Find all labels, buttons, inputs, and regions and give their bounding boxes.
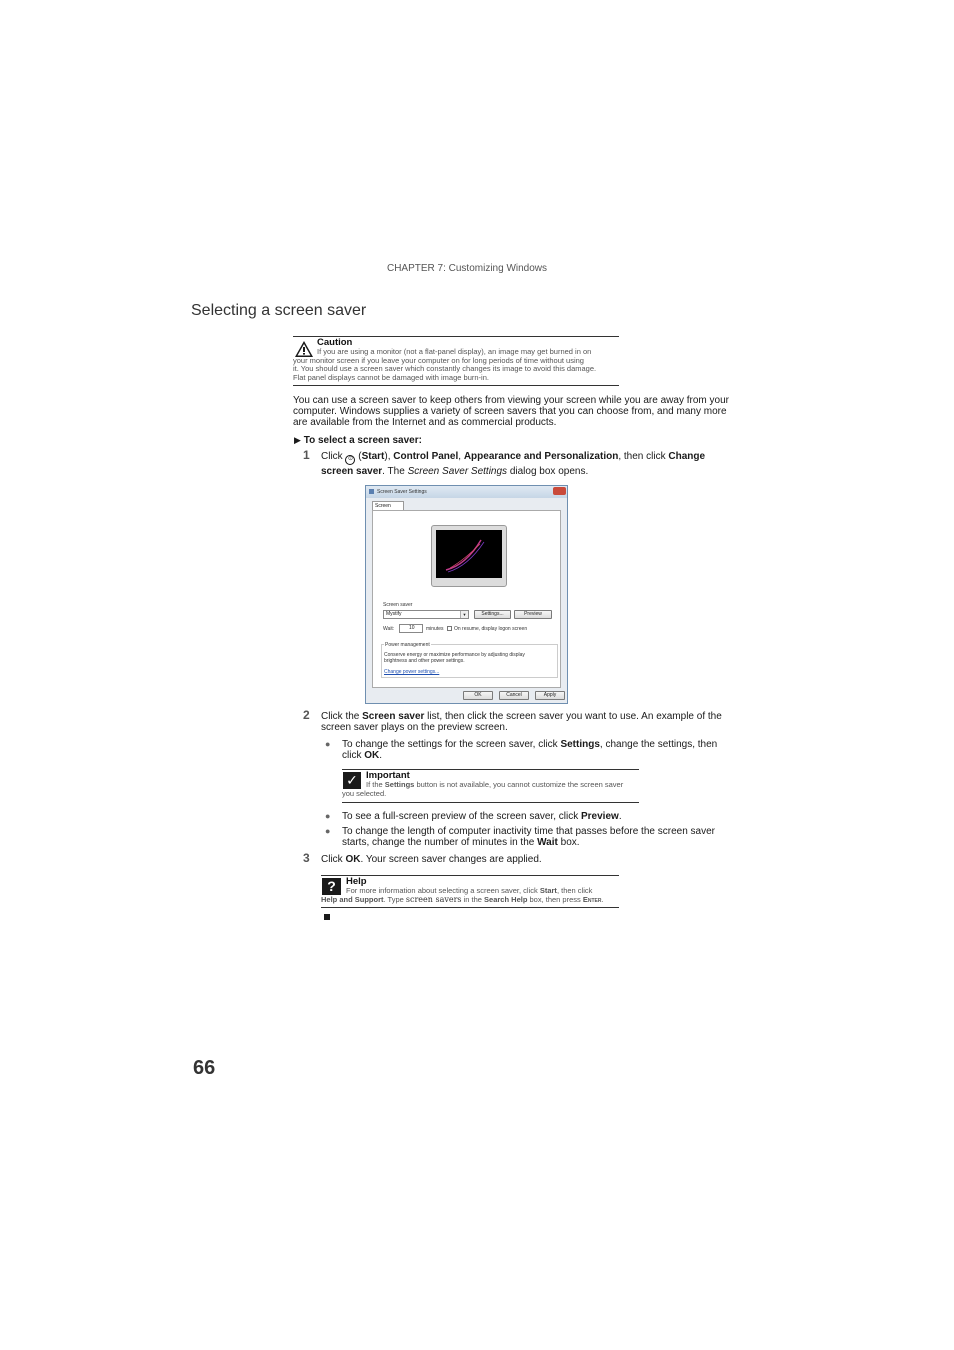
bullet-2-text xyxy=(342,811,622,822)
bullet-icon: ● xyxy=(325,739,331,749)
screen-saver-label: screen saver xyxy=(321,466,383,477)
end-of-section-marker xyxy=(324,914,330,920)
note-text: in the xyxy=(461,895,485,904)
enter-key-label: Enter xyxy=(582,895,602,904)
monitor-preview xyxy=(431,525,507,587)
important-title: Important xyxy=(366,770,410,781)
bullet-text: , change the settings, then xyxy=(599,739,718,750)
bullet-text: click xyxy=(342,750,365,761)
step-text: ( xyxy=(355,451,362,462)
screen-saver-select[interactable] xyxy=(383,610,469,619)
important-text-line: you selected. xyxy=(342,789,387,798)
checkmark-icon: ✓ xyxy=(343,772,361,789)
power-title: Power management xyxy=(385,642,430,648)
step-2-text xyxy=(321,711,741,733)
note-text: If the xyxy=(366,780,385,789)
step-1-text xyxy=(321,451,741,477)
step-text: Click the xyxy=(321,711,363,722)
dialog-name: Screen Saver Settings xyxy=(407,466,508,477)
step-text: , xyxy=(458,451,464,462)
intro-line: You can use a screen saver to keep others from viewing your screen while you are away from your xyxy=(293,395,729,406)
step-text: Click xyxy=(321,854,346,865)
keyword-text: screen savers xyxy=(405,895,462,904)
step-3-text xyxy=(321,854,542,865)
step-text: , then click xyxy=(618,451,669,462)
note-text: button is not available, you cannot customize the screen saver xyxy=(414,780,624,789)
start-label: Start xyxy=(539,886,557,895)
intro-line: are available from the Internet and as commercial products. xyxy=(293,417,557,428)
triangle-right-icon: ▶ xyxy=(294,435,301,445)
important-box xyxy=(342,769,639,803)
close-button[interactable] xyxy=(553,487,566,495)
power-text: Conserve energy or maximize performance by adjusting display xyxy=(384,652,525,658)
step-number: 3 xyxy=(303,851,310,865)
step-number: 2 xyxy=(303,708,310,722)
step-text: dialog box opens. xyxy=(507,466,589,477)
resume-checkbox[interactable] xyxy=(447,626,452,631)
procedure-title: To select a screen saver: xyxy=(303,435,422,446)
caution-title: Caution xyxy=(317,337,353,348)
control-panel-label: Control Panel xyxy=(393,451,459,462)
caution-box xyxy=(293,336,619,386)
ok-label: OK xyxy=(345,854,361,865)
ok-label: OK xyxy=(364,750,380,761)
note-text: . Type xyxy=(383,895,406,904)
bullet-1-text xyxy=(342,739,742,761)
power-management-group xyxy=(381,644,558,678)
caution-text-line: Flat panel displays cannot be damaged with image burn-in. xyxy=(293,372,489,382)
resume-label: On resume, display logon screen xyxy=(454,626,528,632)
note-text: For more information about selecting a screen saver, click xyxy=(346,886,540,895)
important-text xyxy=(366,781,623,790)
bullet-text: box. xyxy=(557,837,580,848)
bullet-text: starts, change the number of minutes in the xyxy=(342,837,538,848)
tab-screen-saver[interactable]: Screen xyxy=(372,501,404,510)
bullet-text: To change the settings for the screen saver, click xyxy=(342,739,561,750)
ok-button[interactable]: OK xyxy=(463,691,493,700)
step-text: list, then click the screen saver you want to use. An example of the xyxy=(424,711,722,722)
wait-input[interactable] xyxy=(399,624,423,633)
bullet-text: To change the length of computer inactivity time that passes before the screen saver xyxy=(342,826,715,837)
page-number: 66 xyxy=(193,1057,216,1079)
power-text: brightness and other power settings. xyxy=(384,658,465,664)
dialog-title: Screen Saver Settings xyxy=(377,489,427,495)
wait-label: Wait: xyxy=(383,626,395,632)
caution-text-line: it. You should use a screen saver which constantly changes its image to avoid this damage. xyxy=(293,364,597,373)
caution-text-line: your monitor screen if you leave your computer on for long periods of time without using xyxy=(293,355,584,365)
wait-label: Wait xyxy=(537,837,558,848)
preview-button[interactable]: Preview xyxy=(514,610,552,619)
screen-saver-label: Screen saver xyxy=(383,602,413,608)
cancel-button[interactable]: Cancel xyxy=(499,691,529,700)
change-power-settings-link[interactable]: Change power settings... xyxy=(384,669,440,675)
apply-button[interactable]: Apply xyxy=(535,691,565,700)
start-label: Start xyxy=(361,451,385,462)
help-text-line xyxy=(321,896,604,905)
help-support-label: Help and Support xyxy=(321,895,384,904)
help-title: Help xyxy=(346,876,367,887)
section-title: Selecting a screen saver xyxy=(191,302,367,319)
caution-text-line: If you are using a monitor (not a flat-panel display), an image may get burned in on xyxy=(317,347,592,356)
preview-screen xyxy=(436,530,502,578)
note-text: . xyxy=(601,895,604,904)
step-text: ), xyxy=(384,451,394,462)
screen-saver-settings-dialog xyxy=(365,485,568,704)
mystify-preview-image xyxy=(436,530,502,578)
note-text: , then click xyxy=(556,886,593,895)
bullet-icon: ● xyxy=(325,826,331,836)
help-box xyxy=(321,875,619,908)
procedure-heading xyxy=(294,435,422,446)
dialog-titlebar xyxy=(366,486,567,498)
window-icon xyxy=(369,489,374,494)
preview-label: Preview xyxy=(581,811,619,822)
settings-label: Settings xyxy=(384,780,415,789)
chapter-header: CHAPTER 7: Customizing Windows xyxy=(386,263,548,274)
screen-saver-list-label: Screen saver xyxy=(362,711,425,722)
note-text: box, then press xyxy=(527,895,583,904)
settings-label: Settings xyxy=(560,739,600,750)
selected-saver: Mystify xyxy=(386,611,402,617)
settings-button[interactable]: Settings... xyxy=(474,610,511,619)
search-help-label: Search Help xyxy=(484,895,528,904)
change-label: Change xyxy=(668,451,706,462)
bullet-3-text xyxy=(342,826,742,848)
step-text: . Your screen saver changes are applied. xyxy=(360,854,542,865)
step-number: 1 xyxy=(303,448,310,462)
step-text: Click xyxy=(321,451,346,462)
intro-line: computer. Windows supplies a variety of screen savers that you can choose from, and many more xyxy=(293,406,727,417)
bullet-icon: ● xyxy=(325,811,331,821)
step-text: screen saver plays on the preview screen. xyxy=(321,722,508,733)
intro-paragraph xyxy=(293,395,741,428)
bullet-text: . xyxy=(618,811,622,822)
bullet-text: . xyxy=(379,750,383,761)
minutes-label: minutes xyxy=(426,626,444,632)
windows-start-icon: ⊙ xyxy=(345,455,355,465)
step-text: . The xyxy=(382,466,408,477)
wait-value: 10 xyxy=(409,625,415,631)
question-icon: ? xyxy=(322,878,341,895)
chevron-down-icon: ▼ xyxy=(460,611,468,618)
appearance-label: Appearance and Personalization xyxy=(463,451,619,462)
bullet-text: To see a full-screen preview of the screen saver, click xyxy=(342,811,581,822)
